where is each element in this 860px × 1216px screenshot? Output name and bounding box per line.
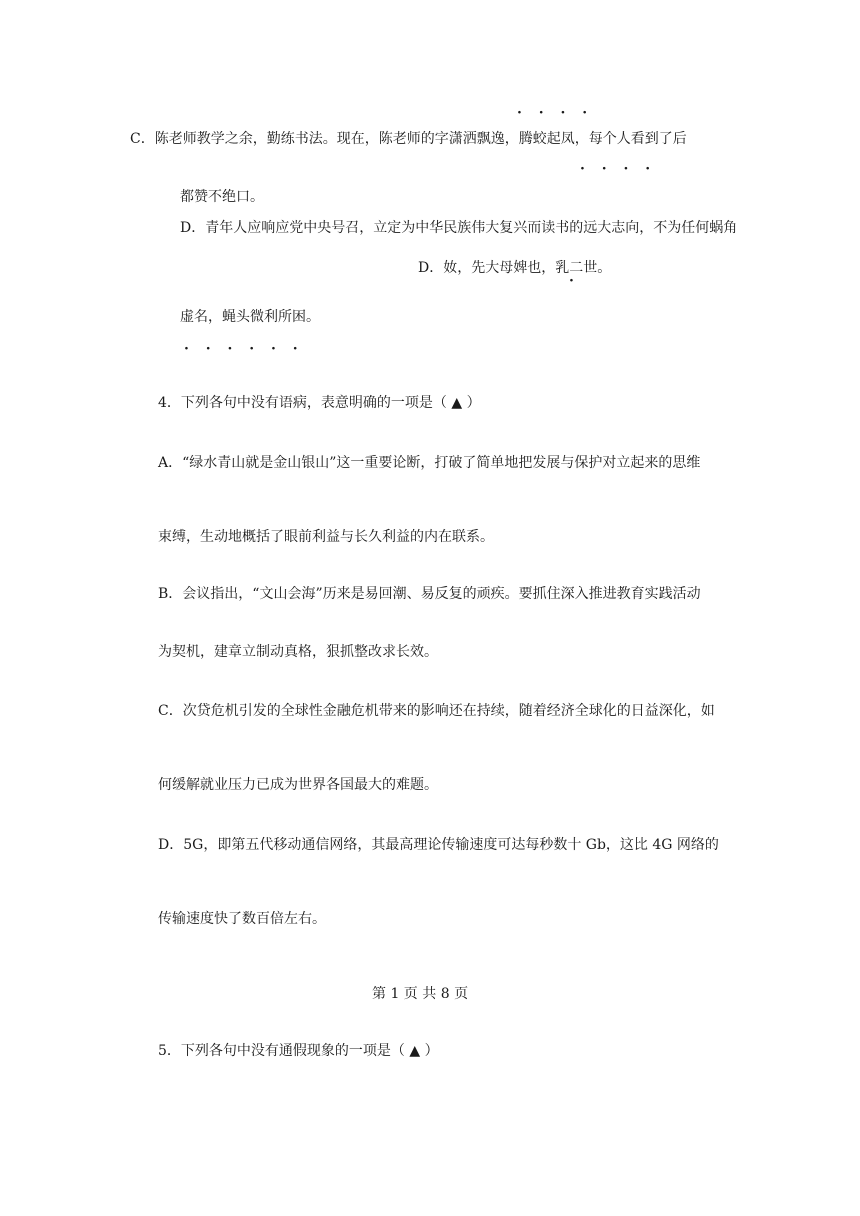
page-footer: 第 1 页 共 8 页 xyxy=(372,986,469,1002)
q4-option-c-line1: C．次贷危机引发的全球性金融危机带来的影响还在持续，随着经济全球化的日益深化，如 xyxy=(158,703,715,719)
emphasis-dot: · xyxy=(569,273,580,289)
emphasis-dots: · · · · · · xyxy=(184,341,304,357)
question-4-title: 4．下列各句中没有语病，表意明确的一项是（ ▲ ） xyxy=(158,395,481,411)
option-d-text-line2: 虚名，蝇头微利所困。 xyxy=(180,309,320,325)
emphasis-dots: · · · · xyxy=(517,105,594,121)
q4-option-d-line2: 传输速度快了数百倍左右。 xyxy=(158,911,326,927)
q4-option-c-line2: 何缓解就业压力已成为世界各国最大的难题。 xyxy=(158,777,438,793)
emphasis-dots: · · · · xyxy=(580,161,657,177)
q4-option-a-line1: A．“绿水青山就是金山银山”这一重要论断，打破了简单地把发展与保护对立起来的思维 xyxy=(158,455,701,471)
q4-option-d-line1: D．5G，即第五代移动通信网络，其最高理论传输速度可达每秒数十 Gb，这比 4G 网络的 xyxy=(158,837,719,853)
option-d-text-line1: D．青年人应响应党中央号召，立定为中华民族伟大复兴而读书的远大志向，不为任何蜗角 xyxy=(180,220,738,236)
option-c-text-line2: 都赞不绝口。 xyxy=(180,189,264,205)
q4-option-a-line2: 束缚，生动地概括了眼前利益与长久利益的内在联系。 xyxy=(158,529,494,545)
q4-option-b-line1: B．会议指出，“文山会海”历来是易回潮、易反复的顽疾。要抓住深入推进教育实践活动 xyxy=(158,586,701,602)
overlapping-text: D．奻，先大母婢也，乳二世。 xyxy=(418,260,612,276)
option-c-text-line1: C．陈老师教学之余，勤练书法。现在，陈老师的字潇洒飘逸，腾蛟起凤，每个人看到了后 xyxy=(130,131,687,147)
q4-option-b-line2: 为契机，建章立制动真格，狠抓整改求长效。 xyxy=(158,644,438,660)
question-5-title: 5．下列各句中没有通假现象的一项是（ ▲ ） xyxy=(158,1043,439,1059)
